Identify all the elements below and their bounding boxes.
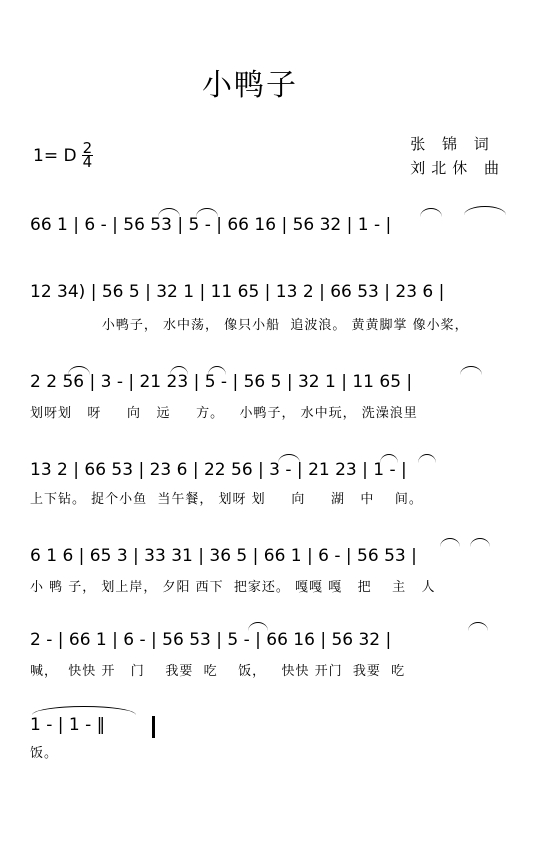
score-line-1 <box>30 215 510 245</box>
time-signature <box>82 139 94 171</box>
lyric-line-3: 划呀划 呀 向 远 方。 小鸭子， 水中玩， 洗澡浪里 <box>30 406 418 421</box>
slur-mark <box>418 454 436 463</box>
lyricist-credit: 张 锦 词 <box>410 135 495 153</box>
time-denominator: 4 <box>82 153 93 171</box>
slur-mark <box>460 366 482 375</box>
slur-mark <box>420 208 442 217</box>
lyric-line-2: 小鸭子， 水中荡， 像只小船 追波浪。 黄黄脚掌 像小桨， <box>30 318 469 333</box>
slur-mark <box>68 366 90 375</box>
slur-mark <box>208 366 226 375</box>
notation-line-3: 2 2 56 | 3 - | 21 23 | 5 - | 56 5 | 32 1 | 11 65 | <box>30 372 413 392</box>
score-line-5 <box>30 546 510 576</box>
notation-line-7: 1 - | 1 - ‖ <box>30 715 106 735</box>
slur-mark <box>170 366 188 375</box>
notation-line-5: 6 1 6 | 65 3 | 33 31 | 36 5 | 66 1 | 6 - | 56 53 | <box>30 546 417 566</box>
slur-mark <box>158 208 180 217</box>
key-label: 1= D <box>33 145 77 166</box>
key-signature <box>33 139 93 171</box>
score-line-2 <box>30 282 510 312</box>
lyric-line-6: 喊， 快快 开 门 我要 吃 饭， 快快 开门 我要 吃 <box>30 664 406 679</box>
notation-line-4: 13 2 | 66 53 | 23 6 | 22 56 | 3 - | 21 23 | 1 - | <box>30 460 407 480</box>
song-title: 小鸭子 <box>202 68 298 103</box>
final-barline <box>152 716 155 738</box>
credits <box>410 132 505 180</box>
slur-mark <box>470 538 490 547</box>
composer-credit: 刘北休 曲 <box>410 159 505 177</box>
time-numerator: 2 <box>82 139 93 157</box>
tie-mark <box>32 706 136 715</box>
notation-line-6: 2 - | 66 1 | 6 - | 56 53 | 5 - | 66 16 | 56 32 | <box>30 630 392 650</box>
notation-line-2: 12 34) | 56 5 | 32 1 | 11 65 | 13 2 | 66 53 | 23 6 | <box>30 282 445 302</box>
slur-mark <box>248 622 268 631</box>
lyric-line-7: 饭。 <box>30 746 59 761</box>
slur-mark <box>380 454 398 463</box>
slur-mark <box>440 538 460 547</box>
slur-mark <box>278 454 300 463</box>
tie-mark <box>464 206 506 215</box>
slur-mark <box>468 622 488 631</box>
lyric-line-5: 小 鸭 子， 划上岸， 夕阳 西下 把家还。 嘎嘎 嘎 把 主 人 <box>30 580 436 595</box>
score-line-7 <box>30 715 510 745</box>
score-line-3 <box>30 372 510 402</box>
score-line-4 <box>30 460 510 490</box>
slur-mark <box>196 208 218 217</box>
notation-line-1: 66 1 | 6 - | 56 53 | 5 - | 66 16 | 56 32 | 1 - | <box>30 215 392 235</box>
score-line-6 <box>30 630 510 660</box>
lyric-line-4: 上下钻。 捉个小鱼 当午餐， 划呀 划 向 湖 中 间。 <box>30 492 423 507</box>
